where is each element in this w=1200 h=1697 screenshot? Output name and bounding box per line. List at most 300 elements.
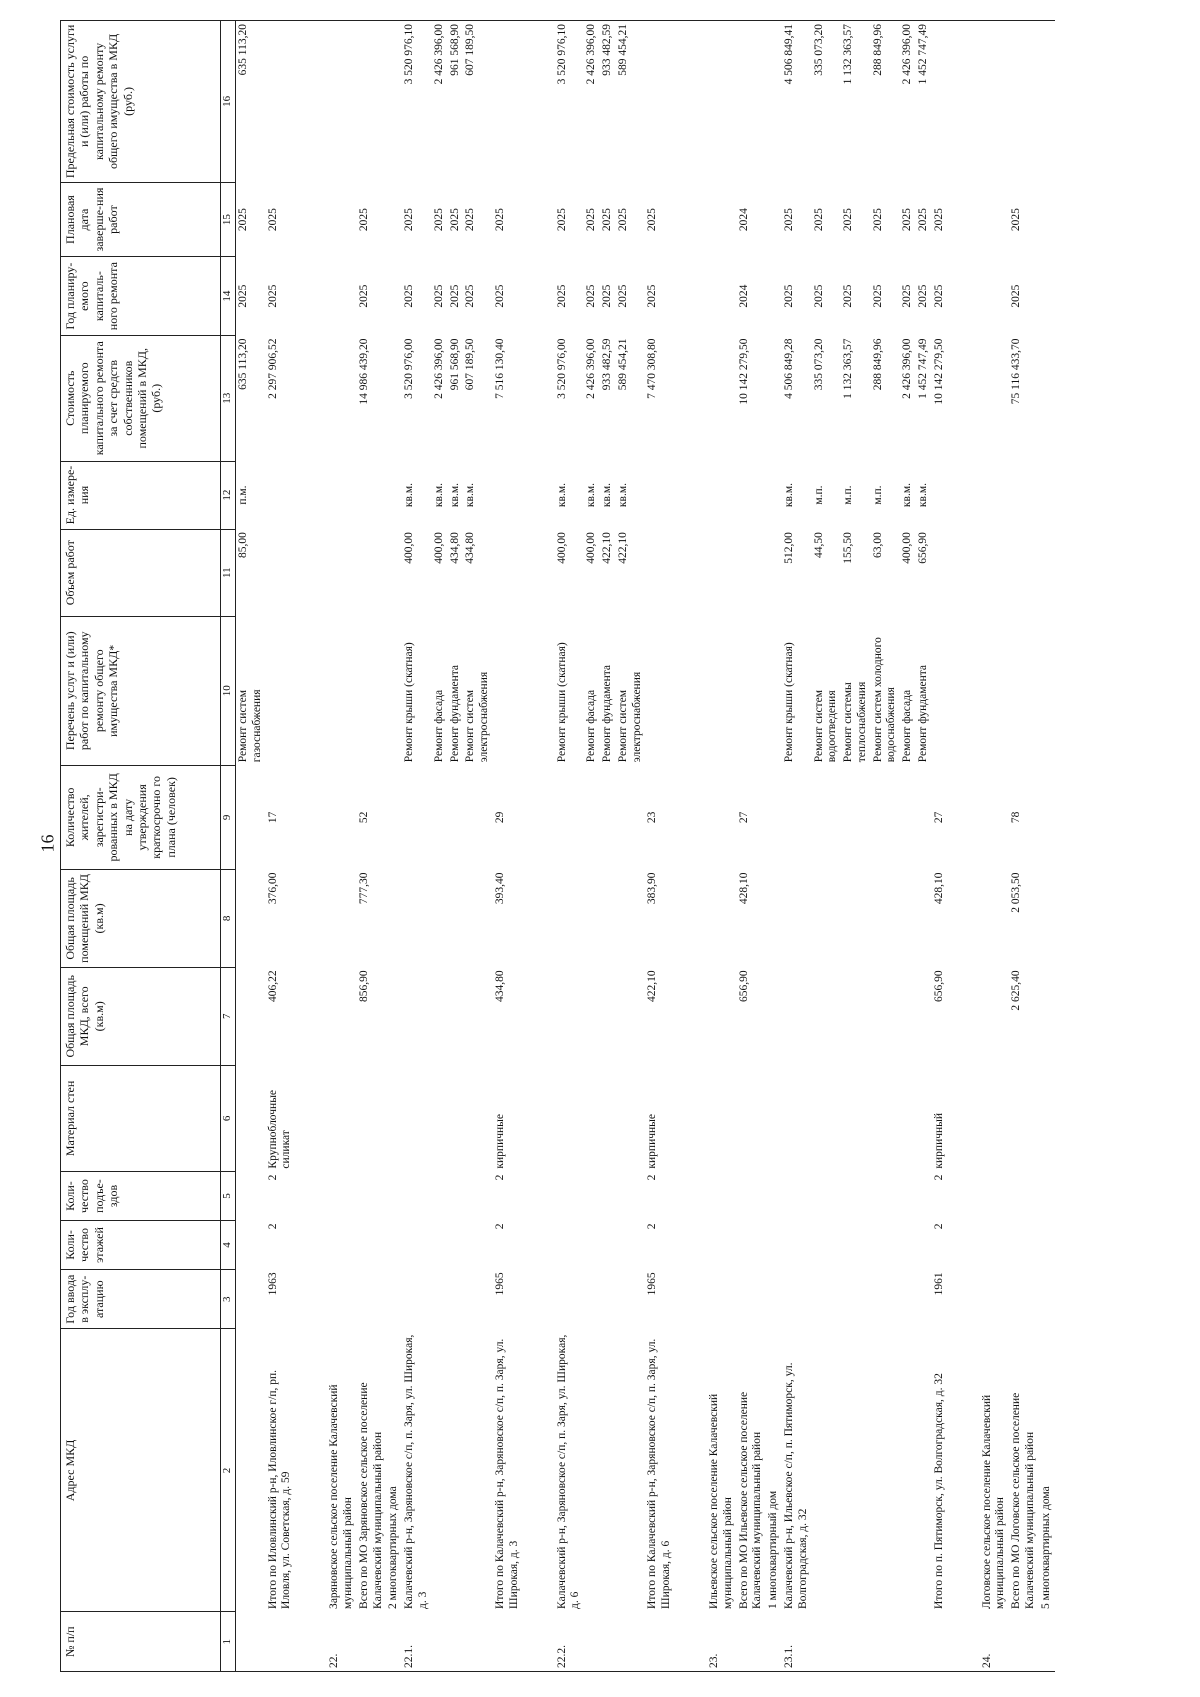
table-cell-col-16: 1 452 747,49 bbox=[916, 21, 932, 183]
table-cell-col-6 bbox=[555, 1065, 585, 1171]
table-cell-col-3 bbox=[812, 1269, 842, 1329]
table-cell-col-9 bbox=[980, 765, 1010, 869]
table-cell-col-4 bbox=[357, 1221, 387, 1270]
table-cell-col-11: 44,50 bbox=[812, 532, 825, 558]
table-cell-col-9 bbox=[402, 765, 432, 869]
table-cell-col-8 bbox=[616, 869, 646, 967]
table-cell-col-6 bbox=[871, 1065, 901, 1171]
spacer-cell bbox=[948, 1269, 980, 1329]
table-cell-col-2 bbox=[916, 1329, 932, 1612]
spacer-cell bbox=[948, 967, 980, 1065]
table-cell-col-13: 2 297 906,52 bbox=[266, 338, 279, 399]
table-cell-col-7 bbox=[432, 967, 448, 1065]
table-cell-col-6 bbox=[448, 1065, 464, 1171]
table-cell-col-14: 2025 bbox=[464, 284, 477, 308]
table-cell-col-14: 2025 bbox=[237, 284, 249, 308]
spacer-cell bbox=[675, 1221, 707, 1270]
spacer-cell bbox=[948, 257, 980, 336]
header-cell: Перечень услуг и (или) работ по капитальному ремонту общего имущества МКД* bbox=[61, 616, 221, 765]
table-cell-col-5 bbox=[616, 1172, 646, 1221]
table-cell-col-16 bbox=[932, 21, 948, 183]
table-cell-col-11: 400,00 bbox=[901, 532, 914, 564]
spacer-cell bbox=[948, 182, 980, 256]
table-cell-col-14 bbox=[980, 257, 1010, 336]
spacer-cell bbox=[295, 967, 327, 1065]
column-number: 11 bbox=[221, 529, 236, 616]
table-cell-col-11: 512,00 bbox=[782, 532, 795, 564]
table-row bbox=[841, 21, 871, 1672]
table-cell-col-14: 2025 bbox=[266, 284, 279, 308]
table-body bbox=[236, 21, 1055, 1672]
spacer-cell bbox=[523, 529, 555, 616]
table-cell-col-5 bbox=[357, 1172, 387, 1221]
table-cell-col-5: 2 bbox=[493, 1174, 506, 1181]
table-cell-col-15: 2025 bbox=[493, 208, 506, 232]
table-cell-col-6 bbox=[616, 1065, 646, 1171]
table-cell-col-2: 5 многоквартирных дома bbox=[1039, 1486, 1052, 1609]
table-cell-col-2 bbox=[584, 1329, 600, 1612]
table-row bbox=[782, 21, 812, 1672]
spacer-cell bbox=[295, 1329, 327, 1612]
table-cell-col-9 bbox=[841, 765, 871, 869]
table-cell-col-12: кв.м. bbox=[901, 483, 914, 508]
table-cell-col-11 bbox=[266, 529, 296, 616]
table-cell-col-9 bbox=[812, 765, 842, 869]
table-cell-col-2: Логовское сельское поселение Калачевский муниципальный район bbox=[980, 1394, 1007, 1609]
table-cell-col-10: Ремонт систем электроснабжения bbox=[616, 671, 643, 763]
header-cell: Общая площадь помещений МКД (кв.м) bbox=[61, 869, 221, 967]
table-row bbox=[616, 21, 646, 1672]
table-cell-col-10 bbox=[386, 616, 402, 765]
table-cell-col-12: кв.м. bbox=[555, 483, 568, 508]
column-number: 6 bbox=[221, 1065, 236, 1171]
table-cell-col-3: 1961 bbox=[932, 1272, 945, 1296]
table-cell-col-7 bbox=[236, 967, 266, 1065]
spacer-cell bbox=[295, 1065, 327, 1171]
table-cell-col-11 bbox=[766, 529, 782, 616]
table-cell-col-13: 933 482,59 bbox=[600, 338, 613, 391]
table-cell-col-1 bbox=[737, 1612, 767, 1672]
table-cell-col-7 bbox=[782, 967, 812, 1065]
table-row bbox=[463, 21, 493, 1672]
table-cell-col-1 bbox=[766, 1612, 782, 1672]
table-cell-col-4 bbox=[737, 1221, 767, 1270]
table-cell-col-3 bbox=[402, 1269, 432, 1329]
table-cell-col-1: 24. bbox=[980, 1612, 1010, 1672]
header-cell: Стоимость планируемого капитального ремонта за счет средств собственников помещений в МКД, (руб.) bbox=[61, 336, 221, 462]
table-cell-col-1 bbox=[432, 1612, 448, 1672]
table-cell-col-1 bbox=[916, 1612, 932, 1672]
table-cell-col-15: 2025 bbox=[842, 208, 855, 232]
table-cell-col-11: 85,00 bbox=[237, 532, 249, 558]
table-cell-col-15: 2025 bbox=[237, 208, 249, 232]
spacer-cell bbox=[295, 1221, 327, 1270]
table-row bbox=[493, 21, 523, 1672]
table-cell-col-3 bbox=[584, 1269, 600, 1329]
table-cell-col-10 bbox=[1039, 616, 1055, 765]
table-cell-col-16 bbox=[386, 21, 402, 183]
spacer-cell bbox=[523, 1329, 555, 1612]
page-number-text: 16 bbox=[37, 834, 58, 852]
table-cell-col-6: кирпичные bbox=[493, 1114, 506, 1169]
table-cell-col-14 bbox=[386, 257, 402, 336]
column-number: 16 bbox=[221, 21, 236, 183]
table-cell-col-1 bbox=[584, 1612, 600, 1672]
table-cell-col-6 bbox=[463, 1065, 493, 1171]
table-cell-col-11: 400,00 bbox=[432, 532, 445, 564]
spacer-cell bbox=[675, 1269, 707, 1329]
column-number: 14 bbox=[221, 257, 236, 336]
table-cell-col-6 bbox=[432, 1065, 448, 1171]
table-cell-col-4 bbox=[812, 1221, 842, 1270]
table-cell-col-14: 2025 bbox=[600, 284, 613, 308]
table-cell-col-4: 2 bbox=[266, 1223, 279, 1230]
table-cell-col-11 bbox=[932, 529, 948, 616]
spacer-cell bbox=[523, 1269, 555, 1329]
table-row bbox=[980, 21, 1010, 1672]
table-cell-col-7 bbox=[463, 967, 493, 1065]
table-cell-col-13 bbox=[386, 336, 402, 462]
table-row bbox=[327, 21, 357, 1672]
table-cell-col-7 bbox=[402, 967, 432, 1065]
table-cell-col-10 bbox=[1009, 616, 1039, 765]
table-cell-col-2: Калачевский р-н, Заряновское с/п, п. Заря, ул. Широкая, д. 6 bbox=[555, 1334, 582, 1609]
table-cell-col-9: 23 bbox=[646, 811, 659, 824]
table-cell-col-5 bbox=[980, 1172, 1010, 1221]
header-cell: Плановая дата заверше-ния работ bbox=[61, 182, 221, 256]
spacer-cell bbox=[675, 182, 707, 256]
spacer-cell bbox=[295, 1269, 327, 1329]
table-cell-col-1 bbox=[900, 1612, 916, 1672]
table-cell-col-9 bbox=[900, 765, 916, 869]
table-cell-col-5 bbox=[386, 1172, 402, 1221]
table-cell-col-7 bbox=[900, 967, 916, 1065]
table-cell-col-5 bbox=[841, 1172, 871, 1221]
table-cell-col-8 bbox=[812, 869, 842, 967]
table-cell-col-11 bbox=[707, 529, 737, 616]
table-cell-col-2: 2 многоквартирных дома bbox=[387, 1486, 400, 1609]
table-cell-col-5 bbox=[1009, 1172, 1039, 1221]
table-cell-col-8: 376,00 bbox=[266, 872, 279, 905]
table-cell-col-5 bbox=[916, 1172, 932, 1221]
table-row bbox=[737, 21, 767, 1672]
table-cell-col-16: 635 113,20 bbox=[236, 21, 266, 183]
table-cell-col-13: 288 849,96 bbox=[871, 338, 884, 391]
table-cell-col-16: 3 520 976,10 bbox=[555, 21, 585, 183]
table-cell-col-12: кв.м. bbox=[616, 483, 629, 508]
table-cell-col-16 bbox=[766, 21, 782, 183]
table-cell-col-4 bbox=[448, 1221, 464, 1270]
spacer-cell bbox=[948, 1329, 980, 1612]
table-cell-col-7 bbox=[916, 967, 932, 1065]
table-cell-col-5 bbox=[1039, 1172, 1055, 1221]
table-cell-col-11 bbox=[1009, 529, 1039, 616]
table-cell-col-3 bbox=[1039, 1269, 1055, 1329]
table-cell-col-7: 434,80 bbox=[493, 970, 506, 1002]
column-number: 3 bbox=[221, 1269, 236, 1329]
table-cell-col-12 bbox=[327, 461, 357, 529]
table-cell-col-10: Ремонт систем электроснабжения bbox=[464, 671, 491, 763]
table-cell-col-11: 63,00 bbox=[871, 532, 884, 558]
table-cell-col-8: 2 053,50 bbox=[1010, 872, 1023, 913]
table-cell-col-1: 22. bbox=[327, 1612, 357, 1672]
table-cell-col-1: 23. bbox=[707, 1612, 737, 1672]
table-cell-col-15 bbox=[980, 182, 1010, 256]
table-cell-col-16: 933 482,59 bbox=[600, 21, 616, 183]
table-cell-col-2 bbox=[871, 1329, 901, 1612]
spacer-cell bbox=[675, 869, 707, 967]
spacer-cell bbox=[948, 1172, 980, 1221]
spacer-cell bbox=[295, 616, 327, 765]
column-number: 1 bbox=[221, 1612, 236, 1672]
table-cell-col-8 bbox=[448, 869, 464, 967]
table-cell-col-6 bbox=[980, 1065, 1010, 1171]
table-cell-col-1 bbox=[1009, 1612, 1039, 1672]
table-cell-col-2: Итого по п. Пятиморск, ул. Волгоградская, д. 32 bbox=[932, 1373, 945, 1609]
table-cell-col-8 bbox=[236, 869, 266, 967]
spacer-cell bbox=[295, 182, 327, 256]
table-cell-col-10: Ремонт системы теплоснабжения bbox=[842, 681, 868, 763]
table-cell-col-15: 2025 bbox=[555, 208, 568, 232]
table-row bbox=[766, 21, 782, 1672]
table-cell-col-9 bbox=[463, 765, 493, 869]
table-cell-col-16 bbox=[980, 21, 1010, 183]
table-cell-col-4 bbox=[600, 1221, 616, 1270]
rotated-sheet bbox=[60, 20, 1178, 1672]
table-cell-col-12: кв.м. bbox=[585, 483, 598, 508]
spacer-cell bbox=[523, 336, 555, 462]
table-cell-col-10: Ремонт систем холодного водоснабжения bbox=[871, 637, 898, 763]
spacer-cell bbox=[675, 1329, 707, 1612]
table-cell-col-14: 2025 bbox=[812, 284, 825, 308]
table-cell-col-14: 2025 bbox=[357, 284, 370, 308]
table-cell-col-12 bbox=[1009, 461, 1039, 529]
spacer-cell bbox=[675, 21, 707, 183]
header-cell: Объем работ bbox=[61, 529, 221, 616]
table-cell-col-4 bbox=[782, 1221, 812, 1270]
table-cell-col-10: Ремонт фундамента bbox=[448, 664, 461, 763]
table-cell-col-7 bbox=[812, 967, 842, 1065]
spacer-row bbox=[295, 21, 327, 1672]
header-cell: Адрес МКД bbox=[61, 1329, 221, 1612]
table-cell-col-7 bbox=[1039, 967, 1055, 1065]
table-cell-col-6: кирпичный bbox=[932, 1112, 945, 1169]
table-cell-col-4 bbox=[980, 1221, 1010, 1270]
table-container bbox=[60, 20, 1178, 1672]
table-cell-col-2: Калачевский р-н, Ильевское с/п, п. Пятиморск, ул. Волгоградская, д. 32 bbox=[782, 1362, 809, 1609]
table-cell-col-13: 1 452 747,49 bbox=[917, 338, 930, 399]
spacer-cell bbox=[523, 1065, 555, 1171]
table-cell-col-3 bbox=[871, 1269, 901, 1329]
table-cell-col-5 bbox=[555, 1172, 585, 1221]
table-cell-col-16 bbox=[357, 21, 387, 183]
table-cell-col-15 bbox=[386, 182, 402, 256]
spacer-cell bbox=[295, 21, 327, 183]
table-cell-col-15: 2025 bbox=[812, 208, 825, 232]
table-cell-col-10: Ремонт систем газоснабжения bbox=[237, 689, 263, 763]
spacer-cell bbox=[523, 967, 555, 1065]
table-cell-col-2 bbox=[812, 1329, 842, 1612]
table-cell-col-14: 2025 bbox=[842, 284, 855, 308]
table-cell-col-6 bbox=[386, 1065, 402, 1171]
table-cell-col-3 bbox=[707, 1269, 737, 1329]
table-cell-col-6 bbox=[782, 1065, 812, 1171]
table-cell-col-13: 961 568,90 bbox=[448, 338, 461, 391]
spacer-cell bbox=[675, 257, 707, 336]
table-row bbox=[812, 21, 842, 1672]
spacer-cell bbox=[523, 257, 555, 336]
table-cell-col-9: 78 bbox=[1010, 811, 1023, 824]
table-cell-col-9: 17 bbox=[266, 811, 279, 824]
table-cell-col-6 bbox=[357, 1065, 387, 1171]
table-cell-col-7: 422,10 bbox=[646, 970, 659, 1002]
spacer-cell bbox=[948, 21, 980, 183]
page-number bbox=[36, 828, 60, 858]
table-cell-col-14 bbox=[327, 257, 357, 336]
spacer-cell bbox=[675, 1612, 707, 1672]
table-cell-col-5 bbox=[871, 1172, 901, 1221]
table-cell-col-8: 383,90 bbox=[646, 872, 659, 905]
table-cell-col-10 bbox=[766, 616, 782, 765]
table-cell-col-5 bbox=[448, 1172, 464, 1221]
table-cell-col-2: 1 многоквартирный дом bbox=[767, 1490, 780, 1609]
table-cell-col-14: 2025 bbox=[403, 284, 416, 308]
table-cell-col-13: 2 426 396,00 bbox=[901, 338, 914, 399]
spacer-cell bbox=[675, 461, 707, 529]
table-cell-col-14: 2025 bbox=[917, 284, 930, 308]
column-number: 15 bbox=[221, 182, 236, 256]
table-cell-col-8 bbox=[584, 869, 600, 967]
header-cell: Коли-чество подъе-здов bbox=[61, 1172, 221, 1221]
table-cell-col-3 bbox=[463, 1269, 493, 1329]
table-cell-col-7 bbox=[980, 967, 1010, 1065]
table-cell-col-2 bbox=[448, 1329, 464, 1612]
table-cell-col-11 bbox=[357, 529, 387, 616]
table-cell-col-5 bbox=[812, 1172, 842, 1221]
header-cell: Общая площадь МКД, всего (кв.м) bbox=[61, 967, 221, 1065]
spacer-cell bbox=[948, 529, 980, 616]
table-cell-col-9 bbox=[782, 765, 812, 869]
table-cell-col-11 bbox=[980, 529, 1010, 616]
table-cell-col-1 bbox=[645, 1612, 675, 1672]
table-cell-col-10 bbox=[707, 616, 737, 765]
table-cell-col-3 bbox=[766, 1269, 782, 1329]
table-cell-col-9 bbox=[600, 765, 616, 869]
spacer-cell bbox=[523, 1172, 555, 1221]
table-cell-col-2 bbox=[236, 1329, 266, 1612]
table-cell-col-9 bbox=[327, 765, 357, 869]
table-cell-col-2 bbox=[432, 1329, 448, 1612]
table-cell-col-8 bbox=[1039, 869, 1055, 967]
table-cell-col-15: 2025 bbox=[782, 208, 795, 232]
table-row bbox=[871, 21, 901, 1672]
column-number: 10 bbox=[221, 616, 236, 765]
table-cell-col-13: 589 454,21 bbox=[616, 338, 629, 391]
table-row bbox=[236, 21, 266, 1672]
column-number: 2 bbox=[221, 1329, 236, 1612]
table-cell-col-7 bbox=[766, 967, 782, 1065]
table-cell-col-16: 1 132 363,57 bbox=[841, 21, 871, 183]
table-cell-col-11: 400,00 bbox=[403, 532, 416, 564]
table-cell-col-5 bbox=[737, 1172, 767, 1221]
table-cell-col-4 bbox=[900, 1221, 916, 1270]
spacer-cell bbox=[295, 461, 327, 529]
table-cell-col-10 bbox=[737, 616, 767, 765]
header-cell: Год ввода в эксплу-атацию bbox=[61, 1269, 221, 1329]
table-cell-col-16 bbox=[327, 21, 357, 183]
table-cell-col-8 bbox=[916, 869, 932, 967]
table-cell-col-8 bbox=[402, 869, 432, 967]
header-row bbox=[61, 21, 221, 1672]
table-cell-col-4 bbox=[555, 1221, 585, 1270]
table-cell-col-9: 27 bbox=[932, 811, 945, 824]
table-cell-col-8 bbox=[782, 869, 812, 967]
spacer-cell bbox=[675, 336, 707, 462]
spacer-cell bbox=[948, 1221, 980, 1270]
table-cell-col-10 bbox=[932, 616, 948, 765]
table-cell-col-7 bbox=[871, 967, 901, 1065]
spacer-cell bbox=[675, 765, 707, 869]
table-cell-col-7 bbox=[386, 967, 402, 1065]
column-number-row bbox=[221, 21, 236, 1672]
spacer-row bbox=[675, 21, 707, 1672]
table-cell-col-12 bbox=[645, 461, 675, 529]
spacer-row bbox=[948, 21, 980, 1672]
table-cell-col-6 bbox=[812, 1065, 842, 1171]
table-cell-col-14: 2025 bbox=[432, 284, 445, 308]
table-cell-col-15: 2025 bbox=[917, 208, 930, 232]
table-cell-col-2: Калачевский р-н, Заряновское с/п, п. Заря, ул. Широкая, д. 3 bbox=[403, 1334, 429, 1609]
table-cell-col-11 bbox=[645, 529, 675, 616]
table-cell-col-8 bbox=[900, 869, 916, 967]
table-cell-col-12: кв.м. bbox=[448, 483, 461, 508]
table-cell-col-1 bbox=[266, 1612, 296, 1672]
table-cell-col-15 bbox=[766, 182, 782, 256]
table-cell-col-12: кв.м. bbox=[782, 483, 795, 508]
column-number: 4 bbox=[221, 1221, 236, 1270]
table-cell-col-7: 406,22 bbox=[266, 970, 279, 1002]
table-cell-col-2 bbox=[600, 1329, 616, 1612]
table-cell-col-1 bbox=[600, 1612, 616, 1672]
table-cell-col-1 bbox=[871, 1612, 901, 1672]
spacer-cell bbox=[948, 869, 980, 967]
table-cell-col-4: 2 bbox=[493, 1223, 506, 1230]
table-cell-col-10 bbox=[327, 616, 357, 765]
table-cell-col-16: 2 426 396,00 bbox=[432, 21, 448, 183]
table-cell-col-10 bbox=[266, 616, 296, 765]
spacer-cell bbox=[675, 529, 707, 616]
table-cell-col-14: 2025 bbox=[932, 284, 945, 308]
table-cell-col-1 bbox=[357, 1612, 387, 1672]
table-cell-col-5 bbox=[584, 1172, 600, 1221]
table-cell-col-3 bbox=[1009, 1269, 1039, 1329]
table-cell-col-14: 2025 bbox=[555, 284, 568, 308]
table-cell-col-3 bbox=[327, 1269, 357, 1329]
table-cell-col-4 bbox=[871, 1221, 901, 1270]
table-cell-col-6 bbox=[584, 1065, 600, 1171]
table-cell-col-16: 2 426 396,00 bbox=[584, 21, 600, 183]
header-cell: № п/п bbox=[61, 1612, 221, 1672]
table-cell-col-11: 422,10 bbox=[616, 532, 629, 564]
table-cell-col-7 bbox=[555, 967, 585, 1065]
table-cell-col-10 bbox=[980, 616, 1010, 765]
spacer-cell bbox=[523, 21, 555, 183]
table-cell-col-10: Ремонт фасада bbox=[432, 689, 445, 763]
table-cell-col-5 bbox=[402, 1172, 432, 1221]
table-cell-col-12 bbox=[1039, 461, 1055, 529]
table-cell-col-11 bbox=[386, 529, 402, 616]
column-number: 8 bbox=[221, 869, 236, 967]
